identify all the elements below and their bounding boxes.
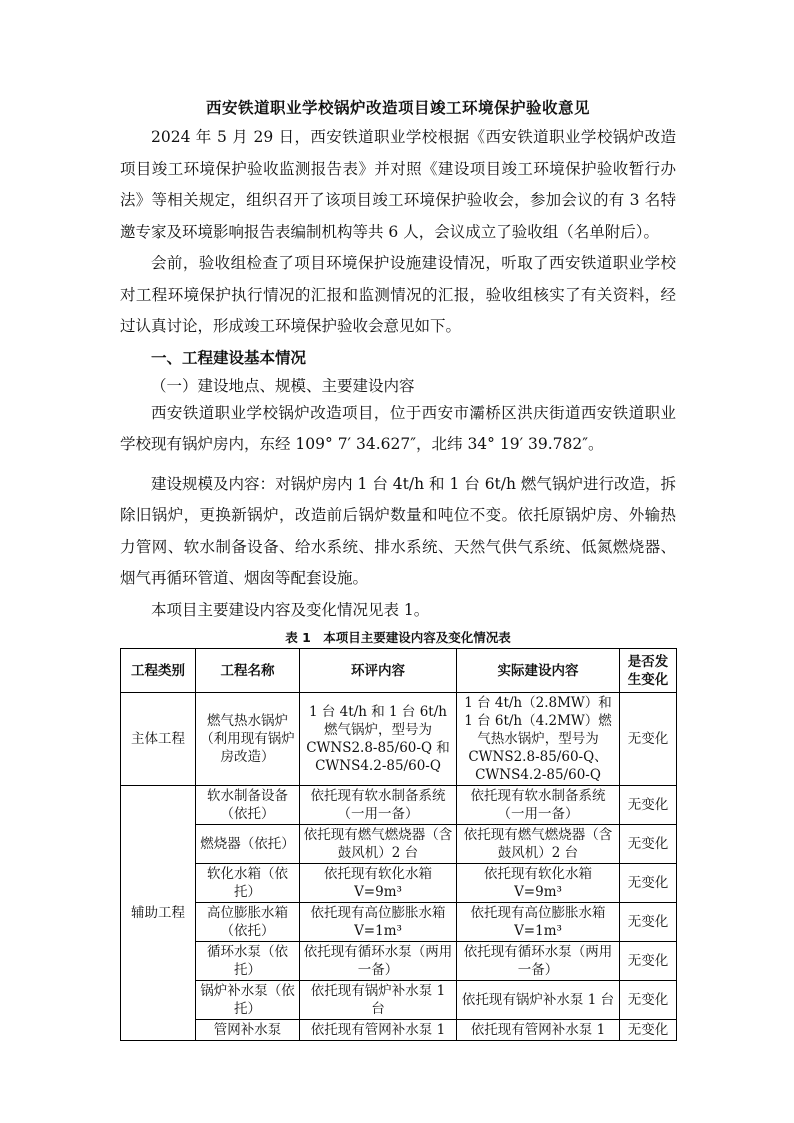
cell-actual: 依托现有管网补水泵 1 <box>457 1020 620 1041</box>
cell-name: 循环水泵（依托） <box>196 942 300 981</box>
location-paragraph: 西安铁道职业学校锅炉改造项目，位于西安市灞桥区洪庆街道西安铁道职业学校现有锅炉房内，东经 109° 7′ 34.627″，北纬 34° 19′ 39.782″。 <box>120 403 676 453</box>
cell-name: 管网补水泵 <box>196 1020 300 1041</box>
cell-category: 主体工程 <box>121 693 196 786</box>
scale-paragraph: 建设规模及内容：对锅炉房内 1 台 4t/h 和 1 台 6t/h 燃气锅炉进行改造，拆除旧锅炉，更换新锅炉，改造前后锅炉数量和吨位不变。依托原锅炉房、外输热力管网、软水制备设备、给水系统、排水系统、天然气供气系统、低氮燃烧器、烟气再循环管道、烟囱等配套设施。 <box>120 474 676 587</box>
cell-category: 辅助工程 <box>121 786 196 1041</box>
header-category: 工程类别 <box>121 649 196 693</box>
table-caption: 表 1 本项目主要建设内容及变化情况表 <box>285 630 511 645</box>
cell-name: 锅炉补水泵（依托） <box>196 981 300 1020</box>
cell-actual: 依托现有循环水泵（两用一备） <box>457 942 620 981</box>
intro-paragraph: 2024 年 5 月 29 日，西安铁道职业学校根据《西安铁道职业学校锅炉改造项目竣工环境保护验收监测报告表》并对照《建设项目竣工环境保护验收暂行办法》等相关规定，组织召开了该项目竣工环境保护验收会，参加会议的有 3 名特邀专家及环境影响报告表编制机构等共 6 人，会议成立了验收组（名单附后）。 <box>120 128 676 241</box>
cell-name: 燃烧器（依托） <box>196 825 300 864</box>
cell-name: 软水制备设备（依托） <box>196 786 300 825</box>
cell-change: 无变化 <box>620 903 677 942</box>
cell-eia: 依托现有锅炉补水泵 1 台 <box>300 981 457 1020</box>
table-row <box>121 786 677 825</box>
table-row <box>121 903 677 942</box>
table-row <box>121 942 677 981</box>
cell-change: 无变化 <box>620 1020 677 1041</box>
section-heading: 一、工程建设基本情况 <box>151 348 307 367</box>
cell-actual: 依托现有锅炉补水泵 1 台 <box>457 981 620 1020</box>
header-eia: 环评内容 <box>300 649 457 693</box>
table-row <box>121 825 677 864</box>
document-title: 西安铁道职业学校锅炉改造项目竣工环境保护验收意见 <box>205 99 590 117</box>
cell-eia: 依托现有管网补水泵 1 <box>300 1020 457 1041</box>
subsection-heading: （一）建设地点、规模、主要建设内容 <box>151 376 415 395</box>
table-row <box>121 693 677 786</box>
cell-change: 无变化 <box>620 825 677 864</box>
cell-eia: 依托现有软水制备系统（一用一备） <box>300 786 457 825</box>
cell-actual: 依托现有软水制备系统（一用一备） <box>457 786 620 825</box>
cell-actual: 依托现有燃气燃烧器（含鼓风机）2 台 <box>457 825 620 864</box>
cell-eia: 依托现有软化水箱 V=9m³ <box>300 864 457 903</box>
cell-eia: 1 台 4t/h 和 1 台 6t/h 燃气锅炉，型号为 CWNS2.8-85/60-Q 和 CWNS4.2-85/60-Q <box>300 693 457 786</box>
cell-name: 软化水箱（依托） <box>196 864 300 903</box>
cell-change: 无变化 <box>620 942 677 981</box>
cell-change: 无变化 <box>620 693 677 786</box>
cell-actual: 依托现有软化水箱 V=9m³ <box>457 864 620 903</box>
header-name: 工程名称 <box>196 649 300 693</box>
cell-actual: 依托现有高位膨胀水箱 V=1m³ <box>457 903 620 942</box>
cell-actual: 1 台 4t/h（2.8MW）和 1 台 6t/h（4.2MW）燃气热水锅炉，型号为 CWNS2.8-85/60-Q、CWNS4.2-85/60-Q <box>457 693 620 786</box>
cell-name: 燃气热水锅炉（利用现有锅炉房改造） <box>196 693 300 786</box>
table-row <box>121 864 677 903</box>
document-page <box>120 96 676 1041</box>
cell-eia: 依托现有循环水泵（两用一备） <box>300 942 457 981</box>
cell-change: 无变化 <box>620 786 677 825</box>
table-row <box>121 1020 677 1041</box>
table-row <box>121 981 677 1020</box>
cell-change: 无变化 <box>620 981 677 1020</box>
header-actual: 实际建设内容 <box>457 649 620 693</box>
cell-name: 高位膨胀水箱（依托） <box>196 903 300 942</box>
construction-content-table <box>120 648 677 1041</box>
table-intro-paragraph: 本项目主要建设内容及变化情况见表 1。 <box>151 600 430 619</box>
table-header-row <box>121 649 677 693</box>
cell-eia: 依托现有高位膨胀水箱 V=1m³ <box>300 903 457 942</box>
meeting-paragraph: 会前，验收组检查了项目环境保护设施建设情况，听取了西安铁道职业学校对工程环境保护执行情况的汇报和监测情况的汇报，验收组核实了有关资料，经过认真讨论，形成竣工环境保护验收会意见如下。 <box>120 254 676 335</box>
cell-eia: 依托现有燃气燃烧器（含鼓风机）2 台 <box>300 825 457 864</box>
header-change: 是否发生变化 <box>620 649 677 693</box>
cell-change: 无变化 <box>620 864 677 903</box>
